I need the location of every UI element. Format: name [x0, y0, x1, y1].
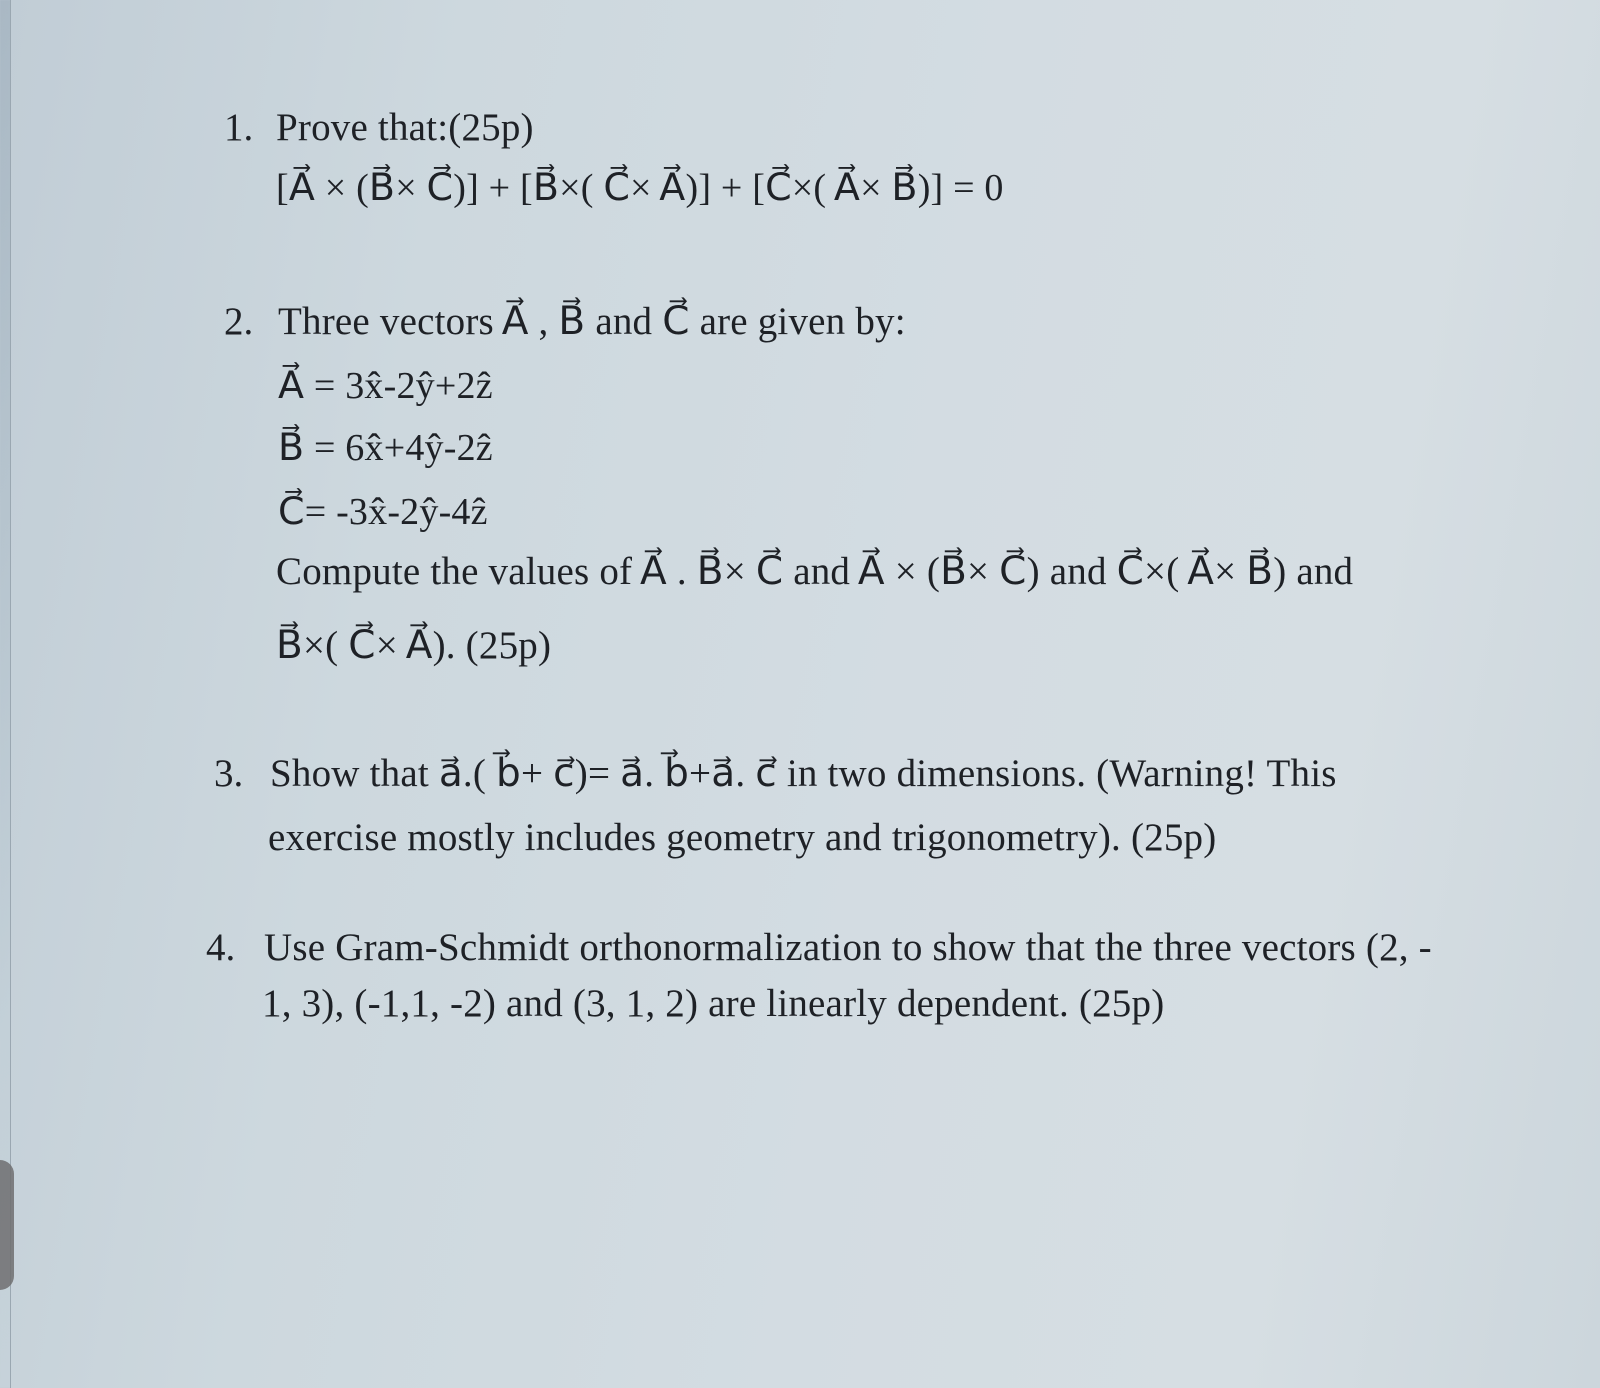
problem-text-line: Three vectors A⃗ , B⃗ and C⃗ are given by:: [278, 300, 906, 343]
problem-text-line: 1, 3), (-1,1, -2) and (3, 1, 2) are linearly dependent. (25p): [262, 982, 1165, 1025]
problem-text-line: Prove that:(25p): [276, 106, 534, 149]
vector-a-definition: A⃗ = 3x̂-2ŷ+2ẑ: [278, 365, 493, 407]
problem-number: 3.: [214, 752, 244, 795]
finger-shadow: [0, 1160, 14, 1290]
problem-text-line: B⃗×( C⃗× A⃗). (25p): [276, 624, 552, 667]
problem-number: 2.: [224, 300, 254, 343]
vector-c-definition: C⃗= -3x̂-2ŷ-4ẑ: [278, 491, 488, 533]
problem-number: 4.: [206, 926, 236, 969]
problem-equation-line: [A⃗ × (B⃗× C⃗)] + [B⃗×( C⃗× A⃗)] + [C⃗×( A⃗× B⃗)] = 0: [276, 167, 1004, 209]
vector-b-definition: B⃗ = 6x̂+4ŷ-2ẑ: [278, 427, 493, 469]
problem-number: 1.: [224, 106, 254, 149]
problem-text-line: Use Gram-Schmidt orthonormalization to show that the three vectors (2, -: [264, 926, 1432, 969]
problem-text-line: exercise mostly includes geometry and trigonometry). (25p): [268, 816, 1217, 859]
problem-text-line: Show that a⃗.( b⃗+ c⃗)= a⃗. b⃗+a⃗. c⃗ in two dimensions. (Warning! This: [270, 752, 1337, 795]
problem-text-line: Compute the values of A⃗ . B⃗× C⃗ and A⃗ × (B⃗× C⃗) and C⃗×( A⃗× B⃗) and: [276, 550, 1354, 593]
